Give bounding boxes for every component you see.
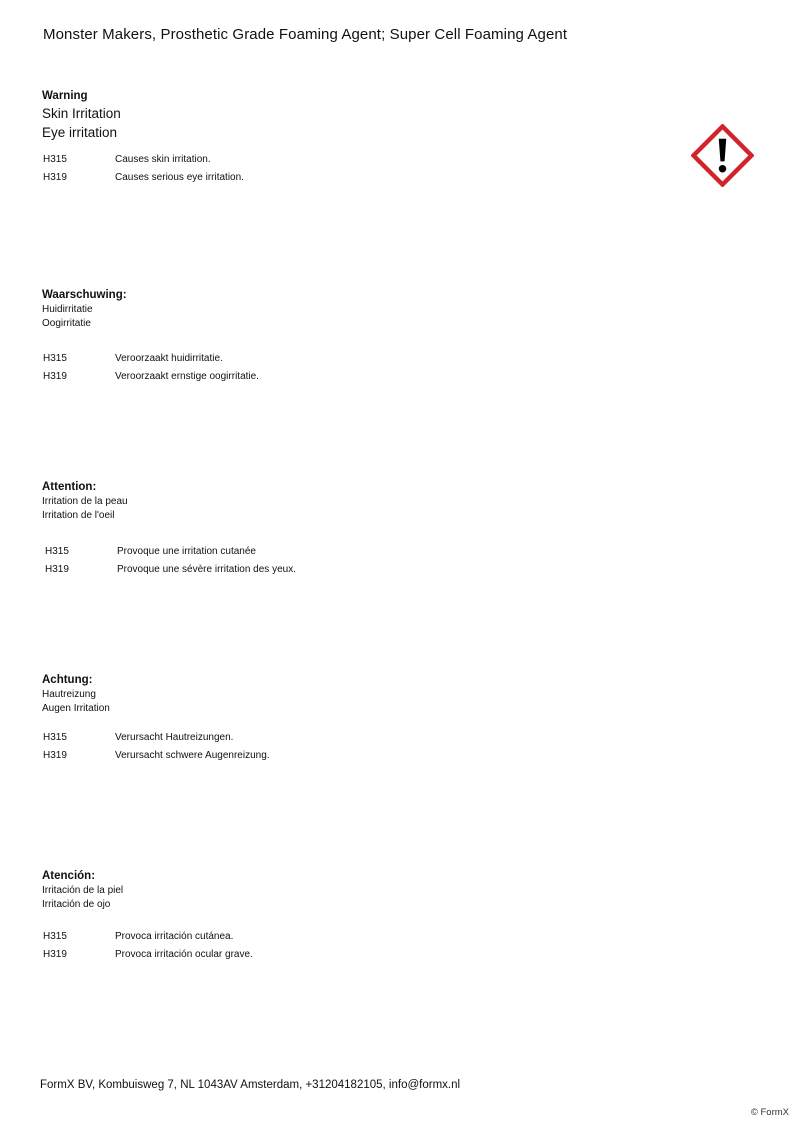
hazard-section-de [42, 672, 642, 767]
hazard-condition: Huidirritatie [42, 304, 93, 315]
hazard-condition: Irritation de l'oeil [42, 509, 115, 521]
company-footer: FormX BV, Kombuisweg 7, NL 1043AV Amsterdam, +31204182105, info@formx.nl [40, 1079, 461, 1091]
hazard-statement-row [42, 750, 642, 768]
hazard-condition: Oogirritatie [42, 317, 91, 329]
hazard-code: H315 [43, 154, 67, 165]
hazard-condition: Eye irritation [42, 125, 118, 140]
hazard-text: Verursacht schwere Augenreizung. [115, 749, 270, 761]
hazard-statement-row [42, 732, 642, 750]
hazard-code: H315 [45, 546, 69, 557]
hazard-condition: Irritación de la piel [42, 885, 124, 896]
hazard-text: Verursacht Hautreizungen. [115, 732, 234, 743]
hazard-code: H319 [45, 563, 69, 575]
hazard-text: Veroorzaakt ernstige oogirritatie. [115, 370, 259, 382]
hazard-code: H319 [43, 749, 67, 761]
hazard-condition: Hautreizung [42, 689, 96, 700]
hazard-text: Veroorzaakt huidirritatie. [115, 353, 223, 364]
hazard-condition: Augen Irritation [42, 702, 110, 714]
hazard-statement-row [42, 371, 642, 389]
signal-word: Waarschuwing: [42, 289, 127, 301]
hazard-condition: Skin Irritation [42, 106, 121, 121]
hazard-statement-row [42, 172, 642, 190]
signal-word: Attention: [42, 481, 97, 493]
signal-word: Warning [42, 90, 88, 102]
hazard-statement-row [42, 949, 642, 967]
hazard-code: H315 [43, 931, 67, 942]
hazard-section-nl [42, 287, 642, 388]
hazard-section-fr [42, 479, 642, 581]
hazard-text: Provoque une irritation cutanée [117, 546, 256, 557]
hazard-section-es [42, 868, 642, 966]
ghs-exclamation-mark-pictogram-icon [691, 124, 754, 187]
hazard-statement-row [42, 353, 642, 371]
signal-word: Achtung: [42, 674, 93, 686]
signal-word: Atención: [42, 870, 96, 882]
hazard-condition: Irritación de ojo [42, 898, 111, 910]
document-title: Monster Makers, Prosthetic Grade Foaming Agent; Super Cell Foaming Agent [43, 26, 568, 43]
hazard-text: Causes skin irritation. [115, 154, 211, 165]
hazard-condition: Irritation de la peau [42, 496, 128, 507]
hazard-statement-row [44, 546, 644, 564]
hazard-text: Provoque une sévère irritation des yeux. [117, 563, 296, 575]
hazard-code: H315 [43, 353, 67, 364]
hazard-section-en [42, 88, 642, 189]
hazard-code: H319 [43, 370, 67, 382]
hazard-statement-row [42, 154, 642, 172]
hazard-code: H315 [43, 732, 67, 743]
hazard-text: Provoca irritación ocular grave. [115, 948, 253, 960]
hazard-statement-row [44, 564, 644, 582]
hazard-code: H319 [43, 171, 67, 183]
hazard-text: Causes serious eye irritation. [115, 171, 244, 183]
copyright-notice: © FormX [750, 1107, 789, 1118]
hazard-text: Provoca irritación cutánea. [115, 931, 234, 942]
hazard-statement-row [42, 931, 642, 949]
hazard-code: H319 [43, 948, 67, 960]
